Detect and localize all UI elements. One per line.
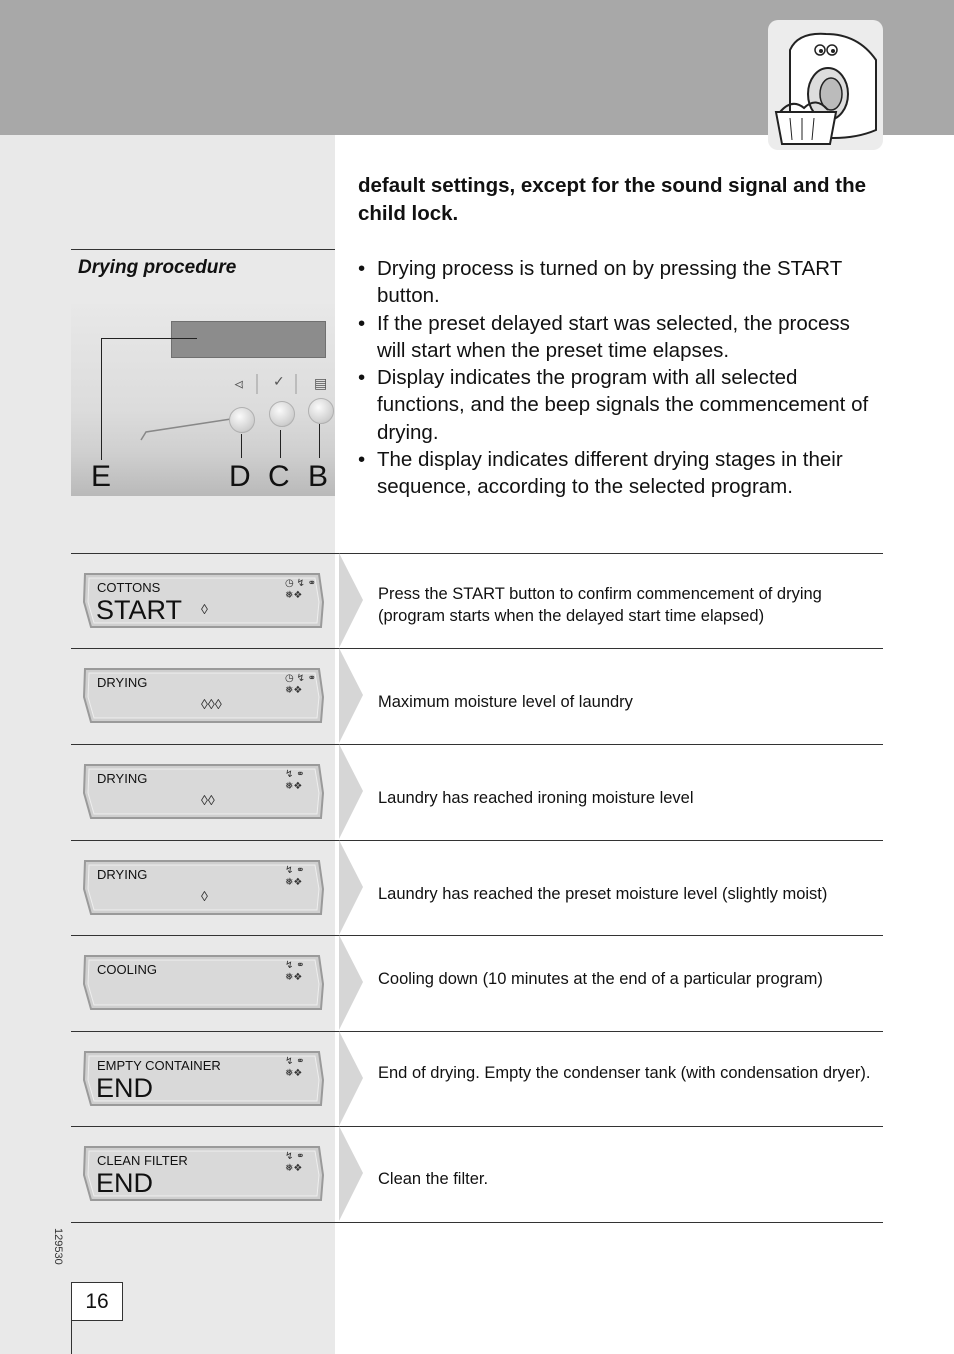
water-drop-icon: ◊◊◊ [201,696,222,712]
chevron-right-icon [335,935,365,1030]
stage-description: Laundry has reached the preset moisture level (slightly moist) [378,885,828,903]
label-b: B [308,460,329,493]
leader-d [241,434,242,458]
water-drop-icon: ◊ [201,888,208,904]
table-row [71,840,883,935]
bullet-item: • Display indicates the program with all selected functions, and the beep signals the commencement of drying. [358,364,878,446]
lcd-label: CLEAN FILTER [97,1153,188,1168]
bullet-item: • The display indicates different drying stages in their sequence, according to the selected program. [358,446,878,501]
table-row [71,744,883,839]
section-title: Drying procedure [78,257,237,278]
control-panel-photo [71,304,335,496]
label-c: C [268,460,290,493]
section-divider [71,249,335,250]
lcd-big-text: END [96,1168,154,1198]
chevron-right-icon [335,553,365,648]
lcd-status-symbols-icon: ↯ ⚭ ❅❖ [285,1151,305,1174]
lcd-display [83,668,323,723]
row-divider [71,648,883,649]
lcd-status-symbols-icon: ↯ ⚭ ❅❖ [285,769,305,792]
table-row [71,553,883,648]
lcd-status-symbols-icon: ◷ ↯ ⚭ ❅❖ [285,578,317,601]
table-row [71,935,883,1030]
row-divider [71,1031,883,1032]
label-e: E [91,460,112,493]
lcd-display [83,1146,323,1201]
lcd-label: COTTONS [97,580,161,595]
water-drop-icon: ◊◊ [201,792,215,808]
stage-description: Press the START button to confirm commencement of drying (program starts when the delayed start time elapsed) [378,585,822,625]
table-row [71,1126,883,1221]
leader-c [280,430,281,458]
lcd-label: DRYING [97,771,148,786]
button-b[interactable] [308,398,334,424]
row-divider [71,553,883,554]
lcd-status-symbols-icon: ↯ ⚭ ❅❖ [285,960,305,983]
table-row [71,648,883,743]
stage-description: End of drying. Empty the condenser tank (with condensation dryer). [378,1064,871,1082]
lcd-display [83,573,323,628]
lcd-status-symbols-icon: ↯ ⚭ ❅❖ [285,865,305,888]
program-icon: ▤ [314,375,328,391]
lcd-label: EMPTY CONTAINER [97,1058,221,1073]
row-divider [71,935,883,936]
chevron-right-icon [335,1031,365,1126]
lcd-big-text: START [96,595,183,625]
leader-e [101,338,197,339]
page-number: 16 [71,1282,123,1321]
stop-icon: ⏿ [234,375,244,391]
button-d[interactable] [229,407,255,433]
lcd-display [83,955,323,1010]
chevron-right-icon [335,840,365,935]
stage-description: Cooling down (10 minutes at the end of a particular program) [378,970,823,988]
intro-paragraph: default settings, except for the sound signal and the child lock. [358,174,867,225]
lcd-display [83,764,323,819]
bullet-list [358,255,878,501]
chevron-right-icon [335,648,365,743]
bullet-item: • If the preset delayed start was selected, the process will start when the preset time elapses. [358,310,878,365]
chevron-right-icon [335,744,365,839]
lcd-display [83,860,323,915]
stage-description: Maximum moisture level of laundry [378,693,633,711]
row-divider [71,744,883,745]
leader-e [101,338,102,460]
chevron-right-icon [335,1126,365,1221]
lcd-status-symbols-icon: ↯ ⚭ ❅❖ [285,1056,305,1079]
row-divider [71,840,883,841]
lcd-label: COOLING [97,962,157,977]
water-drop-icon: ◊ [201,601,208,617]
row-divider [71,1126,883,1127]
page-number-rule [71,1320,72,1354]
stage-description: Clean the filter. [378,1170,489,1188]
stage-description: Laundry has reached ironing moisture level [378,789,694,807]
label-d: D [229,460,251,493]
lcd-display [83,1051,323,1106]
table-bottom-rule [71,1222,883,1223]
check-icon: ✓ [273,373,285,389]
leader-b [319,424,320,458]
button-c[interactable] [269,401,295,427]
lcd-label: DRYING [97,675,148,690]
bullet-item: • Drying process is turned on by pressing the START button. [358,255,878,310]
lcd-big-text: END [96,1073,154,1103]
dryer-mascot-icon [768,20,883,150]
document-code: 129530 [52,1228,64,1265]
lcd-status-symbols-icon: ◷ ↯ ⚭ ❅❖ [285,673,317,696]
table-row [71,1031,883,1126]
lcd-label: DRYING [97,867,148,882]
